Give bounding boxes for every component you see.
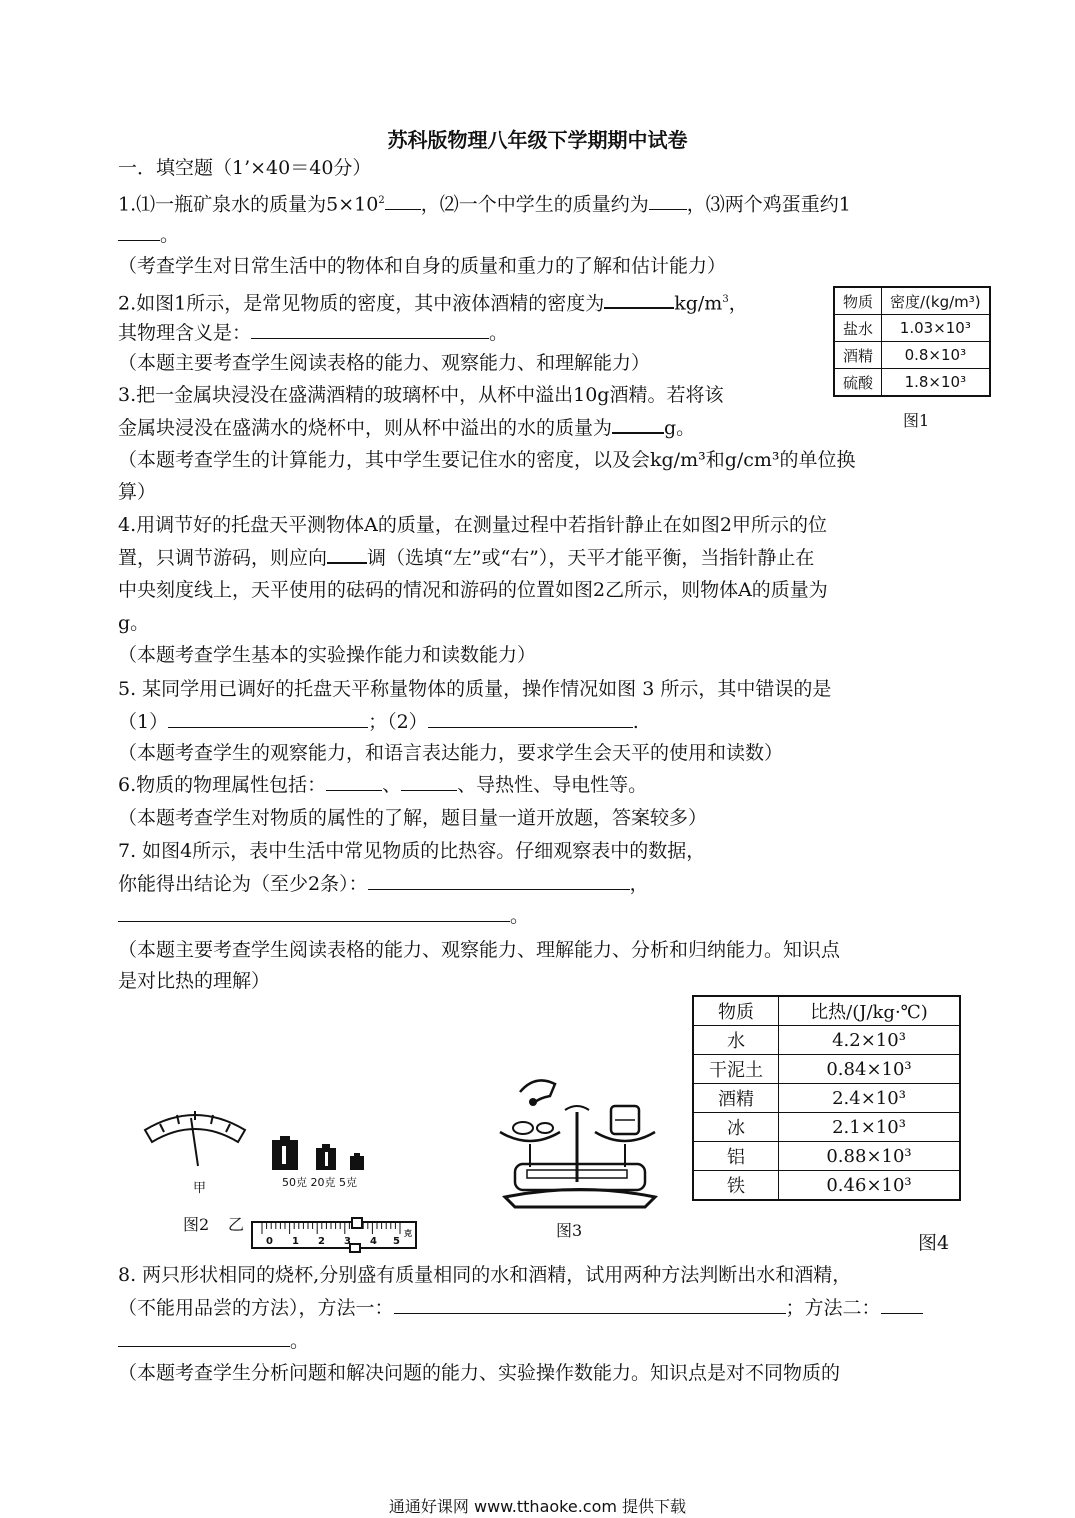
q5-blank-1[interactable] [168,709,368,728]
table-row [693,1171,960,1201]
table-header-cell: 比热/(J/kg·℃) [779,996,961,1026]
table-cell: 酒精 [693,1084,779,1113]
page-footer: 通通好课网 www.tthaoke.com 提供下载 [388,1497,687,1516]
table-cell: 1.8×10³ [882,369,990,397]
q8-blank-2[interactable] [881,1295,923,1314]
q4-text-a: 置，只调节游码，则应向 [118,547,328,569]
q3-text-c: g。 [664,417,696,439]
figure-3-caption: 图3 [556,1221,583,1240]
q4-note: （本题考查学生基本的实验操作能力和读数能力） [118,644,537,666]
q6-blank-2[interactable] [401,772,457,791]
q8-text-b: ；方法二： [785,1297,881,1319]
table-row [693,1084,960,1113]
q7-note-2: 是对比热的理解） [118,970,271,992]
question-8-l2 [118,1295,923,1321]
q1-text-b: ，⑵一个中学生的质量约为 [420,193,649,216]
q4-blank[interactable] [327,544,367,564]
specific-heat-table [692,995,961,1201]
ruler-tick-label: 2 [318,1236,325,1247]
question-3-cont [118,414,695,441]
q7-blank-2[interactable] [118,903,510,922]
table-cell: 0.8×10³ [882,342,990,369]
question-8: 8. 两只形状相同的烧杯,分别盛有质量相同的水和酒精，试用两种方法判断出水和酒精， [118,1264,852,1286]
table-cell: 0.88×10³ [779,1142,961,1171]
q3-note-1: （本题考查学生的计算能力，其中学生要记住水的密度，以及会kg/m³和g/cm³的单位换 [118,449,856,471]
q7-text-c: 。 [510,905,530,927]
q1-blank-2[interactable] [649,191,687,210]
q1-text-c: ，⑶两个鸡蛋重约1 [686,193,851,216]
question-4: 4.用调节好的托盘天平测物体A的质量，在测量过程中若指针静止在如图2甲所示的位 [118,514,827,536]
q6-note: （本题考查学生对物质的属性的了解，题目量一道开放题，答案较多） [118,807,708,829]
question-3: 3.把一金属块浸没在盛满酒精的玻璃杯中，从杯中溢出10g酒精。若将该 [118,384,724,406]
table-row [693,996,960,1026]
fig2-jia-label: 甲 [193,1181,207,1196]
section-heading: 一．填空题（1’×40＝40分） [118,157,372,179]
table-row [693,1113,960,1142]
table-cell: 0.46×10³ [779,1171,961,1201]
table-cell: 2.1×10³ [779,1113,961,1142]
table-header-cell: 物质 [693,996,779,1026]
question-8-l3 [118,1328,309,1354]
q8-note: （本题考查学生分析问题和解决问题的能力、实验操作数能力。知识点是对不同物质的 [118,1362,841,1384]
table-cell: 2.4×10³ [779,1084,961,1113]
question-5: 5. 某同学用已调好的托盘天平称量物体的质量，操作情况如图 3 所示，其中错误的是 [118,678,832,700]
figure-2-caption: 图2 [183,1215,210,1234]
q4-text-b: 调（选填“左”或“右”），天平才能平衡，当指针静止在 [367,547,815,569]
table-header-cell: 物质 [834,287,882,315]
question-2-cont [118,320,508,346]
question-5-l2 [118,709,639,735]
density-table [833,286,991,397]
q8-text-c: 。 [290,1330,310,1352]
q6-text-a: 6.物质的物理属性包括： [118,774,327,796]
ruler-tick-label: 0 [266,1236,273,1247]
figure-1-caption: 图1 [903,411,930,430]
q1-blank-3[interactable] [118,222,160,241]
weights-label: 50克 20克 5克 [282,1176,357,1189]
table-cell: 干泥土 [693,1055,779,1084]
fig2-yi-label: 乙 [228,1215,245,1234]
q8-blank-3[interactable] [118,1328,290,1347]
q2-text-b: 其物理含义是： [118,322,252,344]
ruler-labels [258,1229,418,1250]
ruler-tick-label: 1 [292,1236,299,1247]
q8-blank-1[interactable] [394,1295,786,1314]
table-row [834,315,990,342]
table-row [834,287,990,315]
q1-text-a: 1.⑴一瓶矿泉水的质量为5×10 [118,193,379,216]
q1-note: （考查学生对日常生活中的物体和自身的质量和重力的了解和估计能力） [118,255,727,277]
q2-comma: ， [728,292,748,315]
table-cell: 1.03×10³ [882,315,990,342]
q2-unit: kg/m [674,292,723,315]
q3-note-2: 算） [118,481,157,503]
figure-4-caption: 图4 [918,1232,950,1254]
page-title: 苏科版物理八年级下学期期中试卷 [387,128,688,152]
question-1-cont [118,222,179,248]
q1-text-d: 。 [160,224,180,246]
balance-pointer-figure [140,1100,260,1180]
q7-text-a: 你能得出结论为（至少2条）： [118,873,368,895]
q6-text-c: 、导热性、导电性等。 [457,774,648,796]
q5-end: . [632,711,639,733]
q5-blank-2[interactable] [428,709,633,728]
table-cell: 水 [693,1026,779,1055]
table-cell: 酒精 [834,342,882,369]
q1-blank-1[interactable] [385,191,421,210]
table-row [693,1026,960,1055]
q7-blank-1[interactable] [368,871,630,890]
table-row [834,342,990,369]
ruler-tick-label: 4 [370,1236,377,1247]
table-cell: 4.2×10³ [779,1026,961,1055]
question-4-l2 [118,544,814,571]
balance-scale-figure [495,1072,665,1212]
q2-text-a: 2.如图1所示，是常见物质的密度，其中液体酒精的密度为 [118,292,605,315]
question-2 [118,287,748,316]
ruler-unit: 克 [404,1229,412,1238]
q2-blank-1[interactable] [604,289,674,309]
table-cell: 0.84×10³ [779,1055,961,1084]
table-cell: 铝 [693,1142,779,1171]
question-1 [118,188,851,217]
question-4-l4: g。 [118,612,150,634]
table-row [693,1142,960,1171]
q6-text-b: 、 [382,774,402,796]
weights-icon [270,1136,380,1172]
question-7: 7. 如图4所示，表中生活中常见物质的比热容。仔细观察表中的数据， [118,840,706,862]
q2-unit-exp: 3 [722,294,729,305]
question-6 [118,772,647,798]
ruler-tick-label: 5 [393,1236,400,1247]
table-cell: 硫酸 [834,369,882,397]
q3-text-b: 金属块浸没在盛满水的烧杯中，则从杯中溢出的水的质量为 [118,417,613,439]
table-row [693,1055,960,1084]
table-header-cell: 密度/(kg/m³) [882,287,990,315]
q7-text-b: ， [629,873,649,895]
table-cell: 铁 [693,1171,779,1201]
q2-blank-2[interactable] [251,320,489,339]
table-row [834,369,990,397]
q7-note-1: （本题主要考查学生阅读表格的能力、观察能力、理解能力、分析和归纳能力。知识点 [118,939,841,961]
table-cell: 盐水 [834,315,882,342]
question-7-l3 [118,903,529,929]
table-cell: 冰 [693,1113,779,1142]
ruler-tick-label: 3 [344,1236,351,1247]
q2-note: （本题主要考查学生阅读表格的能力、观察能力、和理解能力） [118,352,651,374]
question-7-l2 [118,871,649,897]
question-4-l3: 中央刻度线上，天平使用的砝码的情况和游码的位置如图2乙所示，则物体A的质量为 [118,579,828,601]
q5-note: （本题考查学生的观察能力，和语言表达能力，要求学生会天平的使用和读数） [118,742,784,764]
q5-label-1: （1） [118,711,169,733]
q5-label-2: ；（2） [368,711,428,733]
q2-text-c: 。 [489,322,509,344]
q3-blank[interactable] [612,414,664,434]
q6-blank-1[interactable] [326,772,382,791]
q1-exp: 2 [378,195,385,206]
q8-text-a: （不能用品尝的方法），方法一： [118,1297,394,1319]
